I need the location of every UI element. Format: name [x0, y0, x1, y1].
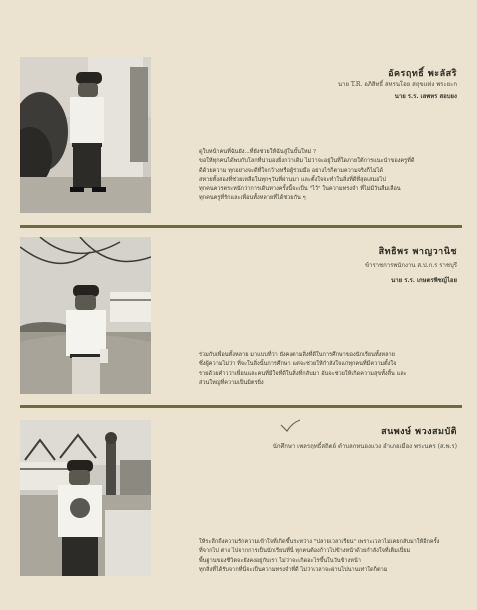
message-line: รายด้วยคำวว่าเพื่อนและคนที่มีใจที่ดีในสิ่งที่กลับมา อันจะช่วยให้เกิดความสุขทั้งสิ้น และ: [199, 370, 407, 377]
message-line: ดูใบหน้าคนที่ฉันยัง...ที่ยังช่วยให้ฉันสู่ในบั้นใหม่ ?: [199, 149, 316, 155]
message-line: ร่วมกับเพื่อนทั้งหลาย มาแบบที่ว่า ยังคงตามสิ่งที่ดีในการศึกษาของนักเรียนทั้งหลาย: [199, 352, 395, 358]
message-line: สหายทั้งสองที่ช่วยเหลือในทุกๆวันที่ผ่านมา และตั้งใจจะทำในสิ่งที่ดีที่สุดเสมอไป: [199, 176, 386, 183]
person-subtitle-2: ข้าราชการพนักงาน ส.ป.ก.ร ราชบุรี: [364, 262, 457, 269]
person-subtitle-3: นักศึกษา เพลรฤทธิ์สถิตย์ ตำบลกหนองแวง อำเภอเมือง พระนคร (ส.พ.ร): [272, 443, 457, 450]
person-detail-2: นาย ร.ร. เกษตรพิชญ์ไอย: [391, 277, 457, 284]
message-line: ซึ่งผู้ความไม่ว่า ที่จะในสิ่งนั้นการศึกษา แต่จะช่วยให้กำลังใจแก่ทุกคนที่มีความตั้งใจ: [199, 361, 397, 368]
message-line: พื้นฐานของชีวิตจะยังคงอยู่กับเรา ไม่ว่าจะเกิดอะไรขึ้นในวันข้างหน้า: [199, 557, 361, 564]
message-line: ส่วนใหญ่ที่ความเป็นมิตรยิ่ง: [199, 379, 264, 386]
message-paragraph-3: [199, 538, 457, 575]
message-line: ทุกคนควรตระหนักว่าการเดินทางครั้งนี้จะเป็น "ไว้" ในความทรงจำ ที่ไม่มีวันลืมเลือน: [199, 186, 401, 193]
message-line: ทุกคนครูที่รักและเพื่อนทั้งหลายที่ได้ช่วยกัน ๆ: [199, 195, 306, 202]
handwritten-check-mark: [279, 419, 301, 433]
portrait-photo-3: [20, 420, 151, 576]
message-line: ดีด้วยความ ทุกอย่างจะดีที่ใจกว้างหรือผู้ร่วมมือ อย่างไรก็ตามความจริงก็ไม่ได้: [199, 167, 383, 174]
person-name-2: สิทธิพร พาญวานิช: [378, 247, 457, 257]
message-line: ที่จากไป ต่าง ไปจากการเป็นนักเรียนที่นี่ ทุกคนต้องก้าวไปข้างหน้าด้วยกำลังใจที่เต็มเปี่ยม: [199, 548, 411, 555]
message-line: ขอให้ทุกคนได้พบกับโลกที่น่ามองยิ่งกว่าเดิม ไม่ว่าจะอยู่ในที่ใดภายใต้การแนะนำของครูที่ดี: [199, 158, 415, 165]
person-name-1: อัครฤทธิ์ พะลัสริ: [388, 69, 457, 79]
message-line: ทุกสิ่งที่ได้รับจากที่นี่จะเป็นความทรงจำที่ดี ไม่ว่าเวลาจะผ่านไปนานเท่าใดก็ตาม: [199, 566, 388, 573]
person-subtitle-1: นาย T.R. อภิสิทธิ์ สหรนโอย สถุขแห่ง พระยะก: [337, 81, 457, 88]
person-detail-1: นาย ร.ร. เลพทร สอบยง: [394, 93, 457, 100]
person-name-3: สนพงษ์ พวงสมบัติ: [381, 427, 457, 437]
message-line: ให้ระลึกถึงความรักความเข้าใจที่เกิดขึ้นระหว่าง "ปลายเวลาเรียน" เพราะเวลาไม่เคยกลับมาให้อีกครั้ง: [199, 539, 440, 545]
